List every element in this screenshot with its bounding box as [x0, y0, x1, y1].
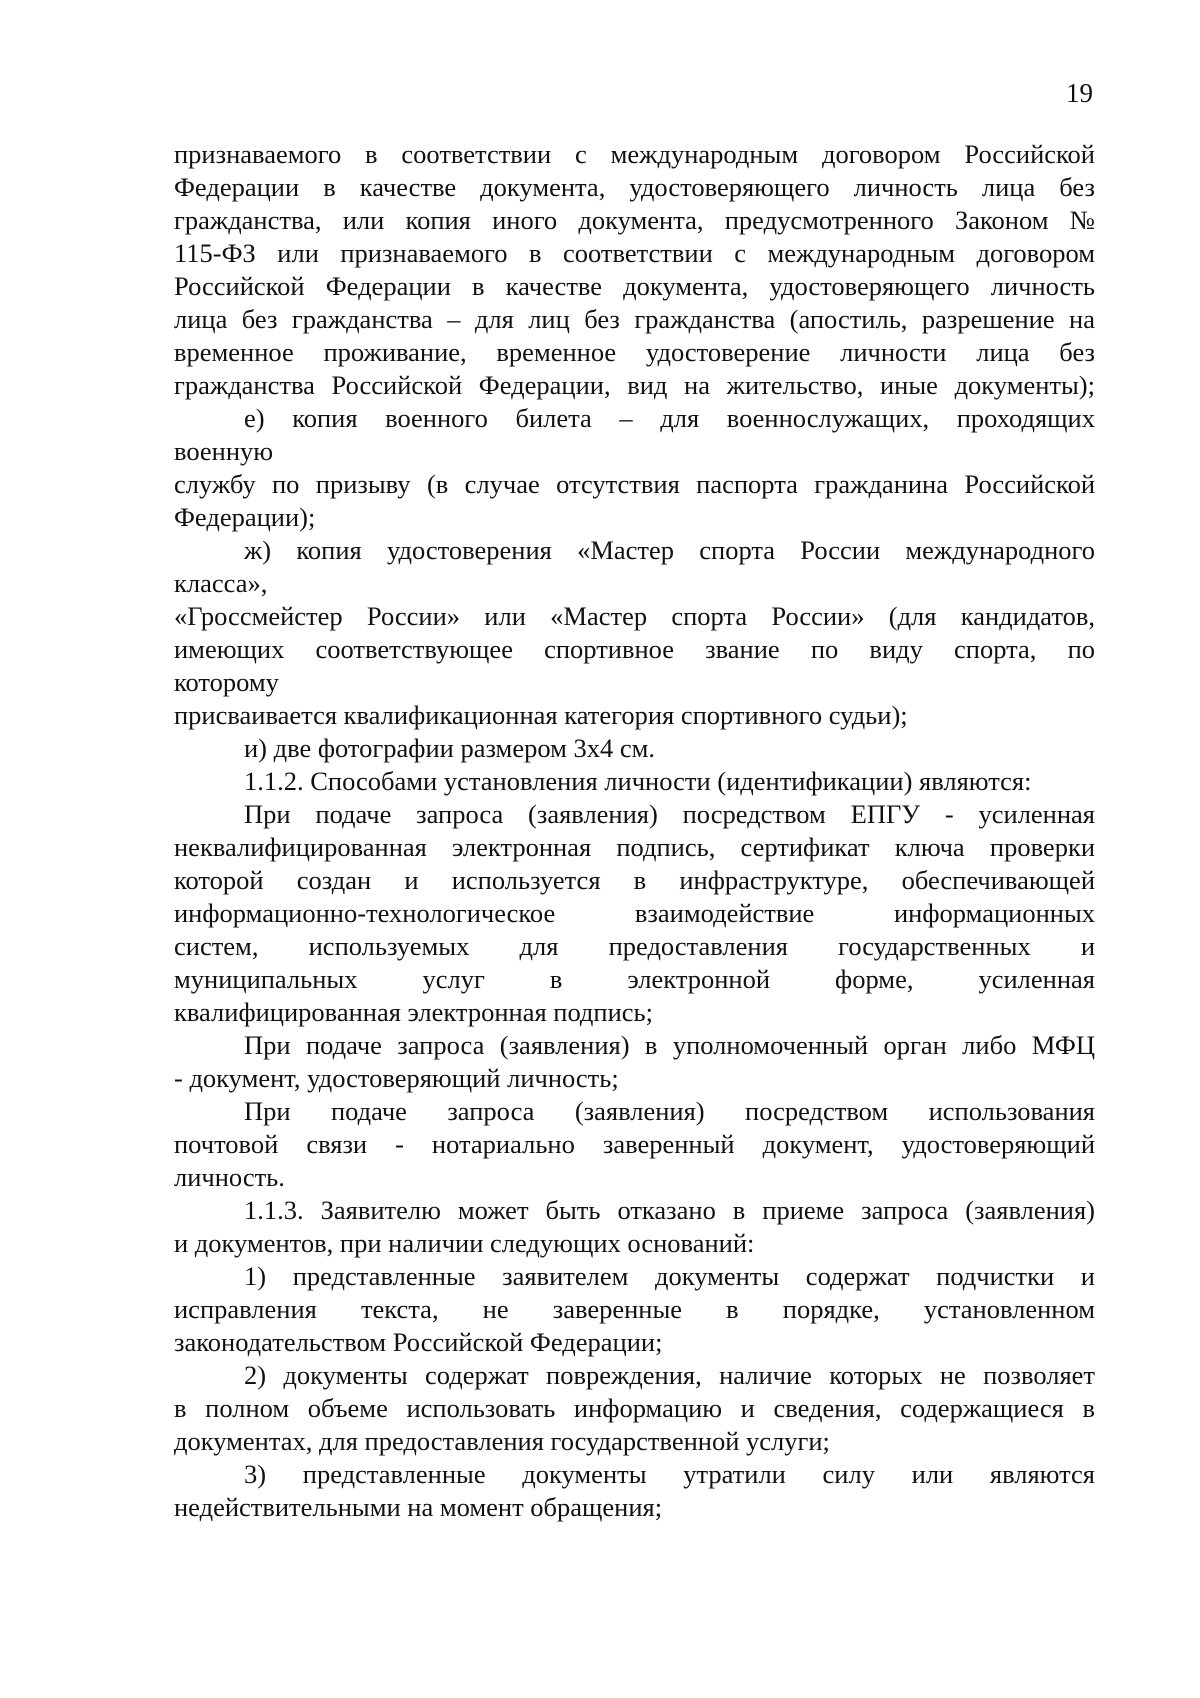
text-line: ж) копия удостоверения «Мастер спорта России международного: [244, 535, 1095, 565]
text-line: 1.1.3. Заявителю может быть отказано в приеме запроса (заявления): [244, 1195, 1095, 1225]
text-line: При подаче запроса (заявления) посредством ЕПГУ - усиленная: [244, 799, 1095, 829]
text-line: «Гроссмейстер России» или «Мастер спорта России» (для кандидатов,: [174, 601, 1095, 631]
text-line: систем, используемых для предоставления государственных и: [174, 931, 1095, 961]
text-line: 115-ФЗ или признаваемого в соответствии с международным договором: [174, 238, 1095, 268]
text-line: присваивается квалификационная категория спортивного судьи);: [174, 700, 908, 730]
text-line: личность.: [174, 1162, 285, 1192]
text-line: службу по призыву (в случае отсутствия паспорта гражданина Российской: [174, 469, 1095, 499]
text-line: Федерации);: [174, 502, 316, 532]
text-line: При подаче запроса (заявления) в уполномоченный орган либо МФЦ: [244, 1030, 1095, 1060]
text-line: которой создан и используется в инфраструктуре, обеспечивающей: [174, 865, 1095, 895]
text-line: муниципальных услуг в электронной форме, усиленная: [174, 964, 1095, 994]
text-line: Федерации в качестве документа, удостоверяющего личность лица без: [174, 172, 1095, 202]
text-line: имеющих соответствующее спортивное звание по виду спорта, по: [174, 634, 1095, 664]
text-line: недействительными на момент обращения;: [174, 1492, 663, 1522]
text-line: которому: [174, 667, 279, 697]
text-line: гражданства Российской Федерации, вид на жительство, иные документы);: [174, 370, 1095, 400]
text-line: и документов, при наличии следующих оснований:: [174, 1228, 755, 1258]
text-line: 1.1.2. Способами установления личности (идентификации) являются:: [244, 766, 1032, 796]
text-line: класса»,: [174, 568, 268, 598]
text-line: 1) представленные заявителем документы содержат подчистки и: [244, 1261, 1095, 1291]
document-body: [174, 138, 1095, 1524]
text-line: е) копия военного билета – для военнослужащих, проходящих: [244, 403, 1095, 433]
text-line: квалифицированная электронная подпись;: [174, 997, 653, 1027]
text-line: и) две фотографии размером 3х4 см.: [244, 733, 656, 763]
text-line: 2) документы содержат повреждения, наличие которых не позволяет: [244, 1360, 1095, 1390]
text-line: При подаче запроса (заявления) посредством использования: [244, 1096, 1095, 1126]
text-line: признаваемого в соответствии с международным договором Российской: [174, 139, 1095, 169]
text-line: неквалифицированная электронная подпись, сертификат ключа проверки: [174, 832, 1095, 862]
text-line: лица без гражданства – для лиц без гражданства (апостиль, разрешение на: [174, 304, 1095, 334]
text-line: военную: [174, 436, 274, 466]
text-line: временное проживание, временное удостоверение личности лица без: [174, 337, 1095, 367]
text-line: 3) представленные документы утратили силу или являются: [244, 1459, 1095, 1489]
text-line: в полном объеме использовать информацию и сведения, содержащиеся в: [174, 1393, 1095, 1423]
text-line: гражданства, или копия иного документа, предусмотренного Законом №: [174, 205, 1095, 235]
text-line: информационно-технологическое взаимодействие информационных: [174, 898, 1095, 928]
text-line: документах, для предоставления государственной услуги;: [174, 1426, 830, 1456]
text-line: Российской Федерации в качестве документа, удостоверяющего личность: [174, 271, 1095, 301]
page-number: 19: [1066, 78, 1093, 108]
text-line: законодательством Российской Федерации;: [174, 1327, 663, 1357]
text-line: исправления текста, не заверенные в порядке, установленном: [174, 1294, 1095, 1324]
text-line: почтовой связи - нотариально заверенный документ, удостоверяющий: [174, 1129, 1095, 1159]
text-line: - документ, удостоверяющий личность;: [174, 1063, 619, 1093]
